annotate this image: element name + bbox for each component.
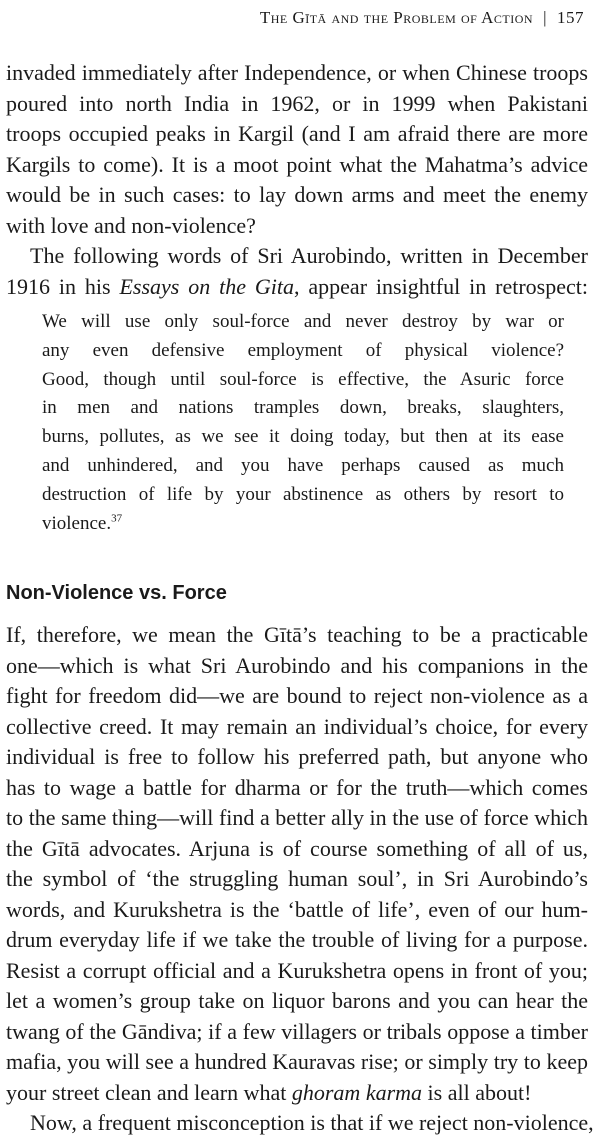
quote-line: Good, though until soul-force is effective, the Asuric force <box>42 368 564 390</box>
text-line: individual is free to follow his preferred path, but anyone who <box>6 744 588 770</box>
book-title: Essays on the Gita <box>119 273 295 299</box>
text-line: let a women’s group take on liquor barons and you can hear the <box>6 988 588 1014</box>
quote-line: in men and nations tramples down, breaks, slaughters, <box>42 397 564 419</box>
paragraph-1 <box>6 58 588 241</box>
text-line: would be in such cases: to lay down arms and meet the enemy <box>6 182 588 207</box>
page-number: 157 <box>557 8 584 27</box>
text-line: The following words of Sri Aurobindo, written in December <box>30 243 588 268</box>
quote-line: burns, pollutes, as we see it doing today, but then at its ease <box>42 426 564 448</box>
paragraph-3 <box>6 620 588 1108</box>
paragraph-4 <box>6 1108 594 1139</box>
text-fragment: 1916 in his <box>6 273 120 299</box>
section-heading: Non-Violence vs. Force <box>6 582 227 605</box>
text-line: drum everyday life if we take the trouble of living for a purpose. <box>6 927 588 953</box>
text-line: Resist a corrupt official and a Kurukshetra opens in front of you; <box>6 957 588 983</box>
text-line: Now, a frequent misconception is that if we reject non-violence, <box>30 1110 594 1136</box>
footnote-marker: 37 <box>111 512 123 525</box>
text-line: poured into north India in 1962, or in 1999 when Pakistani <box>6 90 588 116</box>
text-line: collective creed. It may remain an individual’s choice, for every <box>6 713 588 739</box>
text-line: fight for freedom did—we are bound to reject non-violence as a <box>6 683 588 709</box>
quote-line: destruction of life by your abstinence as others by resort to <box>42 483 564 505</box>
text-fragment: violence. <box>42 512 112 534</box>
text-line: to the same thing—will find a better ally in the use of force which <box>6 805 588 831</box>
text-line: twang of the Gāndiva; if a few villagers or tribals oppose a timber <box>6 1018 588 1044</box>
text-line: Kargils to come). It is a moot point what the Mahatma’s advice <box>6 151 588 177</box>
paragraph-2 <box>6 241 588 302</box>
text-line <box>6 1078 588 1109</box>
text-line: one—which is what Sri Aurobindo and his companions in the <box>6 652 588 678</box>
sanskrit-term: ghoram karma <box>291 1079 423 1105</box>
quote-line: We will use only soul-force and never destroy by war or <box>42 311 564 332</box>
text-line: words, and Kurukshetra is the ‘battle of life’, even of our hum- <box>6 896 588 922</box>
text-line: mafia, you will see a hundred Kauravas rise; or simply try to keep <box>6 1049 588 1075</box>
running-head <box>260 8 584 28</box>
text-line: troops occupied peaks in Kargil (and I am afraid there are more <box>6 121 588 146</box>
text-fragment: , appear insightful in retrospect: <box>294 273 588 299</box>
separator: | <box>543 8 547 27</box>
text-line: the symbol of ‘the struggling human soul’, in Sri Aurobindo’s <box>6 866 588 892</box>
quote-line <box>42 510 564 539</box>
text-line: the Gītā advocates. Arjuna is of course something of all of us, <box>6 835 588 861</box>
quote-line: and unhindered, and you have perhaps caused as much <box>42 454 564 476</box>
text-line: If, therefore, we mean the Gītā’s teaching to be a practicable <box>6 622 588 648</box>
quote-line: any even defensive employment of physical violence? <box>42 339 564 361</box>
text-fragment: is all about! <box>422 1079 532 1105</box>
chapter-title: The Gītā and the Problem of Action <box>259 8 534 27</box>
text-line: with love and non-violence? <box>6 212 256 238</box>
text-line <box>6 272 588 303</box>
body-text <box>6 58 594 1139</box>
text-line: has to wage a battle for dharma or for the truth—which comes <box>6 774 588 800</box>
block-quote <box>42 308 564 538</box>
text-fragment: your street clean and learn what <box>6 1079 292 1105</box>
text-line: invaded immediately after Independence, or when Chinese troops <box>6 60 588 85</box>
